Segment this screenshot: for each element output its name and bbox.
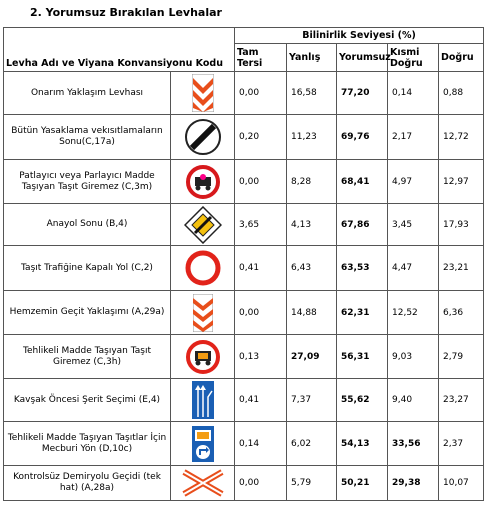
value-cell: 0,00 [235, 72, 287, 115]
value-cell: 0,13 [235, 335, 287, 379]
value-cell: 8,28 [287, 160, 337, 204]
name-column-header: Levha Adı ve Viyana Konvansiyonu Kodu [4, 28, 235, 72]
value-cell: 63,53 [337, 246, 388, 291]
value-cell: 33,56 [388, 422, 439, 466]
table-row [4, 204, 484, 246]
table-row [4, 160, 484, 204]
sign-name: Patlayıcı veya Parlayıcı Madde Taşıyan Taşıt Giremez (C,3m) [4, 160, 171, 204]
sign-name: Kontrolsüz Demiryolu Geçidi (tek hat) (A,28a) [4, 466, 171, 501]
value-cell: 4,13 [287, 204, 337, 246]
col-header-yanlis: Yanlış [287, 44, 337, 72]
value-cell: 67,86 [337, 204, 388, 246]
table-row [4, 422, 484, 466]
table-row [4, 335, 484, 379]
sign-name: Tehlikeli Madde Taşıyan Taşıtlar İçin Mecburi Yön (D,10c) [4, 422, 171, 466]
level-crossing-board-icon [171, 291, 235, 335]
value-cell: 3,65 [235, 204, 287, 246]
value-cell: 10,07 [439, 466, 484, 501]
railway-crossing-cross-icon [171, 466, 235, 501]
value-cell: 54,13 [337, 422, 388, 466]
table-row [4, 115, 484, 160]
value-cell: 9,03 [388, 335, 439, 379]
value-cell: 16,58 [287, 72, 337, 115]
value-cell: 9,40 [388, 379, 439, 422]
col-header-yorumsuz: Yorumsuz [337, 44, 388, 72]
value-cell: 2,17 [388, 115, 439, 160]
value-cell: 11,23 [287, 115, 337, 160]
value-cell: 4,97 [388, 160, 439, 204]
col-header-kismi-dogru: Kısmi Doğru [388, 44, 439, 72]
table-row [4, 72, 484, 115]
sign-name: Kavşak Öncesi Şerit Seçimi (E,4) [4, 379, 171, 422]
value-cell: 6,36 [439, 291, 484, 335]
value-cell: 7,37 [287, 379, 337, 422]
value-cell: 23,21 [439, 246, 484, 291]
value-cell: 4,47 [388, 246, 439, 291]
value-cell: 6,43 [287, 246, 337, 291]
col-header-tam-tersi: Tam Tersi [235, 44, 287, 72]
value-cell: 0,14 [235, 422, 287, 466]
sign-name: Anayol Sonu (B,4) [4, 204, 171, 246]
table-row [4, 291, 484, 335]
sign-name: Taşıt Trafiğine Kapalı Yol (C,2) [4, 246, 171, 291]
explosive-vehicle-prohibited-icon [171, 160, 235, 204]
value-cell: 12,97 [439, 160, 484, 204]
sign-name: Bütün Yasaklama vekısıtlamaların Sonu(C,17a) [4, 115, 171, 160]
lane-selection-icon [171, 379, 235, 422]
value-cell: 5,79 [287, 466, 337, 501]
value-cell: 0,41 [235, 246, 287, 291]
value-cell: 2,37 [439, 422, 484, 466]
sign-name: Tehlikeli Madde Taşıyan Taşıt Giremez (C,3h) [4, 335, 171, 379]
table-row [4, 466, 484, 501]
value-cell: 17,93 [439, 204, 484, 246]
value-cell: 0,88 [439, 72, 484, 115]
value-cell: 12,72 [439, 115, 484, 160]
value-cell: 0,00 [235, 160, 287, 204]
sign-name: Hemzemin Geçit Yaklaşımı (A,29a) [4, 291, 171, 335]
table-row [4, 246, 484, 291]
table-row [4, 379, 484, 422]
value-cell: 2,79 [439, 335, 484, 379]
dangerous-goods-prohibited-icon [171, 335, 235, 379]
end-of-restrictions-icon [171, 115, 235, 160]
value-cell: 77,20 [337, 72, 388, 115]
value-cell: 12,52 [388, 291, 439, 335]
chevron-board-icon [171, 72, 235, 115]
awareness-header: Bilinirlik Seviyesi (%) [235, 28, 484, 44]
value-cell: 0,00 [235, 291, 287, 335]
closed-road-icon [171, 246, 235, 291]
value-cell: 14,88 [287, 291, 337, 335]
value-cell: 62,31 [337, 291, 388, 335]
sign-name: Onarım Yaklaşım Levhası [4, 72, 171, 115]
value-cell: 29,38 [388, 466, 439, 501]
value-cell: 69,76 [337, 115, 388, 160]
value-cell: 23,27 [439, 379, 484, 422]
value-cell: 50,21 [337, 466, 388, 501]
value-cell: 3,45 [388, 204, 439, 246]
signs-table [3, 27, 484, 501]
value-cell: 0,20 [235, 115, 287, 160]
end-of-priority-road-icon [171, 204, 235, 246]
col-header-dogru: Doğru [439, 44, 484, 72]
value-cell: 56,31 [337, 335, 388, 379]
value-cell: 0,14 [388, 72, 439, 115]
dangerous-goods-direction-icon [171, 422, 235, 466]
value-cell: 6,02 [287, 422, 337, 466]
value-cell: 55,62 [337, 379, 388, 422]
value-cell: 27,09 [287, 335, 337, 379]
value-cell: 0,41 [235, 379, 287, 422]
value-cell: 68,41 [337, 160, 388, 204]
value-cell: 0,00 [235, 466, 287, 501]
page-title: 2. Yorumsuz Bırakılan Levhalar [30, 6, 222, 19]
